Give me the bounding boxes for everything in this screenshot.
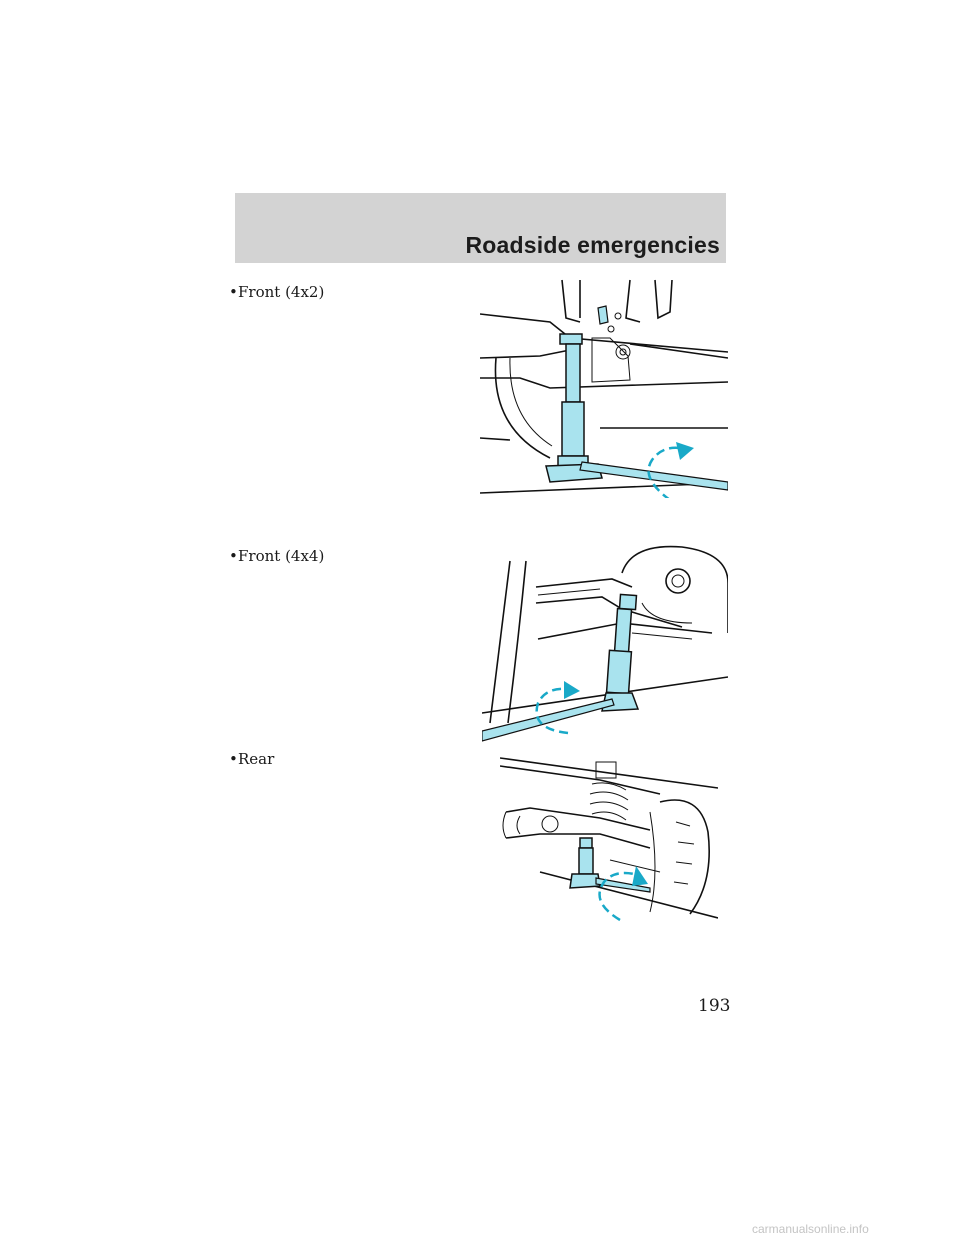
list-item-label: Front (4x2) [238, 283, 325, 301]
list-item-front-4x2 [229, 283, 324, 301]
bullet-dot: • [229, 750, 238, 768]
list-item-rear [229, 750, 274, 768]
list-item-label: Rear [238, 750, 275, 768]
bullet-dot: • [229, 547, 238, 565]
list-item-label: Front (4x4) [238, 547, 325, 565]
section-header [235, 193, 726, 263]
section-title: Roadside emergencies [465, 232, 720, 258]
jack-front-4x2-illustration [480, 278, 728, 498]
bullet-dot: • [229, 283, 238, 301]
list-item-front-4x4 [229, 547, 324, 565]
jack-front-4x4-illustration [482, 543, 728, 743]
page-number: 193 [698, 996, 731, 1016]
watermark: carmanualsonline.info [752, 1222, 869, 1236]
jack-rear-illustration [500, 752, 718, 922]
